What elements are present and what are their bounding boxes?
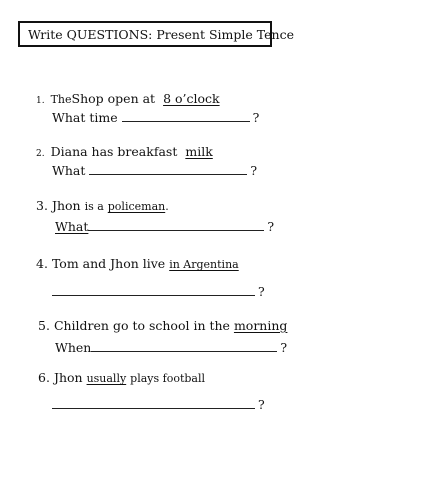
item-number: 5. <box>38 318 50 333</box>
item-3-question-mark: ? <box>267 219 275 234</box>
item-1-text: Shop open at <box>71 91 156 106</box>
item-6-underlined: usually <box>86 372 127 385</box>
item-1-underlined: 8 o’clock <box>163 91 220 106</box>
item-4-question-mark: ? <box>258 284 265 299</box>
item-4-underlined: in Argentina <box>169 258 239 271</box>
item-6-sentence <box>38 370 205 387</box>
item-3-underlined: policeman <box>107 200 166 213</box>
item-6-rest: plays football <box>130 372 206 385</box>
worksheet-title <box>18 21 294 47</box>
item-2-question-mark: ? <box>250 163 258 178</box>
item-number: 2. <box>36 149 45 159</box>
item-3-subject: Jhon <box>51 198 81 213</box>
item-1-word-the: The <box>50 93 72 106</box>
worksheet-title-text: Write QUESTIONS: Present Simple Tence <box>28 26 294 42</box>
item-4-answer-row <box>52 284 265 300</box>
item-number: 1. <box>36 96 45 106</box>
item-3-prompt: What <box>55 219 89 234</box>
item-5-sentence <box>38 318 287 334</box>
item-number: 3. <box>36 198 48 213</box>
item-3-period: . <box>165 200 169 213</box>
item-5-answer-blank[interactable] <box>91 340 277 352</box>
item-3-sentence <box>36 198 169 215</box>
item-4-text: Tom and Jhon live <box>51 256 166 271</box>
item-1-sentence <box>36 91 220 109</box>
item-4-sentence <box>36 256 239 273</box>
item-4-answer-blank[interactable] <box>52 284 255 296</box>
item-2-text: Diana has breakfast <box>50 144 178 159</box>
item-number: 4. <box>36 256 48 271</box>
item-6-answer-blank[interactable] <box>52 397 255 409</box>
item-2-prompt: What <box>52 163 86 178</box>
item-3-answer-blank[interactable] <box>88 219 264 231</box>
item-1-prompt: What time <box>52 110 118 125</box>
item-6-subject: Jhon <box>53 370 83 385</box>
item-6-answer-row <box>52 397 265 413</box>
item-5-question-mark: ? <box>280 340 288 355</box>
item-5-prompt: When <box>55 340 92 355</box>
item-1-question-mark: ? <box>252 110 260 125</box>
item-1-answer-blank[interactable] <box>122 110 250 122</box>
item-5-text: Children go to school in the <box>53 318 230 333</box>
item-2-answer-row <box>52 163 257 179</box>
item-number: 6. <box>38 370 50 385</box>
item-1-answer-row <box>52 110 259 126</box>
item-6-question-mark: ? <box>258 397 265 412</box>
item-2-answer-blank[interactable] <box>89 163 247 175</box>
item-2-underlined: milk <box>185 144 213 159</box>
item-2-sentence <box>36 144 213 162</box>
item-5-underlined: morning <box>233 318 288 333</box>
item-3-answer-row <box>55 219 274 235</box>
item-3-verb: is a <box>84 200 104 213</box>
item-5-answer-row <box>55 340 287 356</box>
